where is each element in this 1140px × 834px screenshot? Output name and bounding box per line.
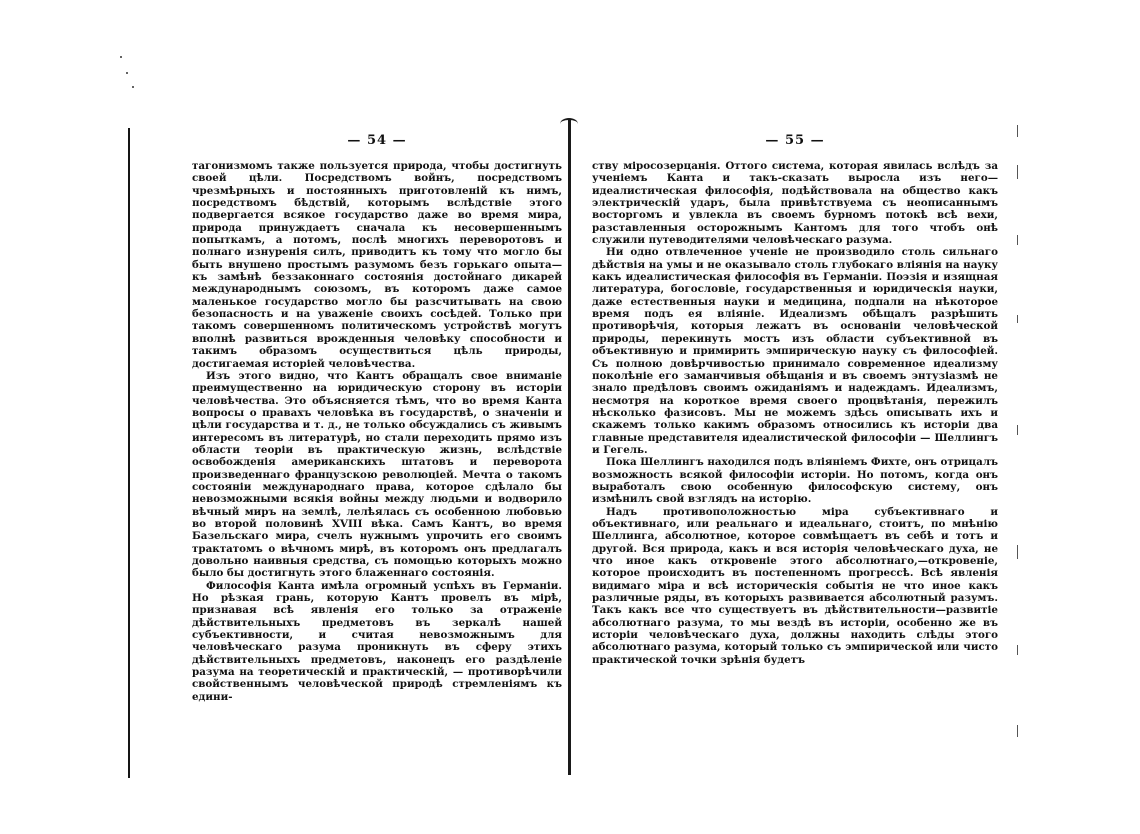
paragraph: Пока Шеллингъ находился подъ вліяніемъ Фихте, онъ отрицалъ возможность всякой философіи исторіи. Но потомъ, когда онъ выработалъ свою особенную философскую систему, онъ измѣнилъ свой взглядъ на исторію. <box>592 456 998 506</box>
paragraph: Ни одно отвлеченное ученіе не производило столь сильнаго дѣйствія на умы и не оказывало столь глубокаго вліянія на науку какъ идеалистическая философія въ Германіи. Поэзія и изящная литература, богословіе, государственныя и юридическія науки, даже естественныя науки и медицина, подпали на нѣкоторое время подъ ея вліяніе. Идеализмъ обѣщалъ разрѣшить противорѣчія, которыя лежатъ въ основаніи человѣческой природы, перекинуть мостъ изъ области субъективной въ объективную и примирить эмпирическую науку съ философіей. Съ полною довѣрчивостью принимало современное идеализму поколѣніе его заманчивыя обѣщанія и въ своемъ энтузіазмѣ не знало предѣловъ своимъ ожиданіямъ и надеждамъ. Идеализмъ, несмотря на короткое время своего процвѣтанія, пережилъ нѣсколько фазисовъ. Мы не можемъ здѣсь описывать ихъ и скажемъ только какимъ образомъ относились къ исторіи два главные представителя идеалистической философіи — Шеллингъ и Гегель. <box>592 246 998 456</box>
left-page-text <box>192 160 562 703</box>
right-page-text <box>592 160 998 666</box>
left-page-number: — 54 — <box>347 133 407 148</box>
paragraph: тагонизмомъ также пользуется природа, чтобы достигнуть своей цѣли. Посредствомъ войнъ, посредствомъ чрезмѣрныхъ и постоянныхъ приготовленій къ нимъ, посредствомъ бѣдствій, которымъ вслѣдствіе этого подвергается всякое государство даже во время мира, природа принуждаетъ сначала къ несовершеннымъ попыткамъ, а потомъ, послѣ многихъ переворотовъ и полнаго изнуренія силъ, приводитъ къ тому что могло бы быть внушено простымъ разумомъ безъ горькаго опыта—къ замѣнѣ беззаконнаго состоянія достойнаго дикарей международнымъ союзомъ, въ которомъ даже самое маленькое государство могло бы разсчитывать на свою безопасность и на уваженіе своихъ сосѣдей. Только при такомъ совершенномъ политическомъ устройствѣ могутъ вполнѣ развиться врожденныя человѣку способности и такимъ образомъ осуществиться цѣль природы, достигаемая исторіей человѣчества. <box>192 160 562 370</box>
paragraph: Надъ противоположностью міра субъективнаго и объективнаго, или реальнаго и идеальнаго, стоитъ, по мнѣнію Шеллинга, абсолютное, которое совмѣщаетъ въ себѣ и тотъ и другой. Вся природа, какъ и вся исторія человѣческаго духа, не что иное какъ откровеніе этого абсолютнаго,—откровеніе, которое происходитъ въ постепенномъ прогрессѣ. Всѣ явленія видимаго міра и всѣ историческія событія не что иное какъ различные ряды, въ которыхъ развивается абсолютный разумъ. Такъ какъ все что существуетъ въ дѣйствительности—развитіе абсолютнаго разума, то мы вездѣ въ исторіи, особенно же въ исторіи человѣческаго духа, должны находить слѣды этого абсолютнаго разума, который только съ эмпирической или чисто практической точки зрѣнія будетъ <box>592 505 998 666</box>
right-page-edge <box>1014 125 1022 765</box>
right-page <box>572 128 1012 778</box>
right-page-number: — 55 — <box>765 133 825 148</box>
paragraph: Философія Канта имѣла огромный успѣхъ въ Германіи. Но рѣзкая грань, которую Кантъ провелъ въ мірѣ, признавая всѣ явленія его только за отраженіе дѣйствительныхъ предметовъ въ зеркалѣ нашей субъективности, и считая невозможнымъ для человѣческаго разума проникнуть въ сферу этихъ дѣйствительныхъ предметовъ, наконецъ его раздѣленіе разума на теоретическій и практическій, — противорѣчили свойственнымъ человѣческой природѣ стремленіямъ къ едини- <box>192 579 562 703</box>
book-gutter <box>568 120 571 775</box>
left-page <box>128 128 568 778</box>
paragraph: Изъ этого видно, что Кантъ обращалъ свое вниманіе преимущественно на юридическую сторону въ исторіи человѣчества. Это объясняется тѣмъ, что во время Канта вопросы о правахъ человѣка въ государствѣ, о значеніи и цѣли государства и т. д., не только обсуждались съ живымъ интересомъ въ литературѣ, но стали переходить прямо изъ области теоріи въ практическую жизнь, вслѣдствіе освобожденія американскихъ штатовъ и переворота произведеннаго французскою революціей. Мечта о такомъ состояніи международнаго права, которое сдѣлало бы невозможными всякія войны между людьми и водворило вѣчный миръ на землѣ, лелѣялась съ особенною любовью во второй половинѣ XVIII вѣка. Самъ Кантъ, во время Базельскаго мира, счелъ нужнымъ упрочить его своимъ трактатомъ о вѣчномъ мирѣ, въ которомъ онъ предлагалъ довольно наивныя средства, съ помощью которыхъ можно было бы достигнуть этого блаженнаго состоянія. <box>192 369 562 580</box>
paragraph: ству міросозерцанія. Оттого система, которая явилась вслѣдъ за ученіемъ Канта и такъ-сказать выросла изъ него—идеалистическая философія, подѣйствовала на общество какъ электрическій ударъ, была привѣтствуема съ неописаннымъ восторгомъ и увлекла въ своемъ бурномъ потокѣ всѣ вехи, разставленныя осторожнымъ Кантомъ для того чтобъ онѣ служили путеводителями человѣческаго разума. <box>592 160 998 247</box>
